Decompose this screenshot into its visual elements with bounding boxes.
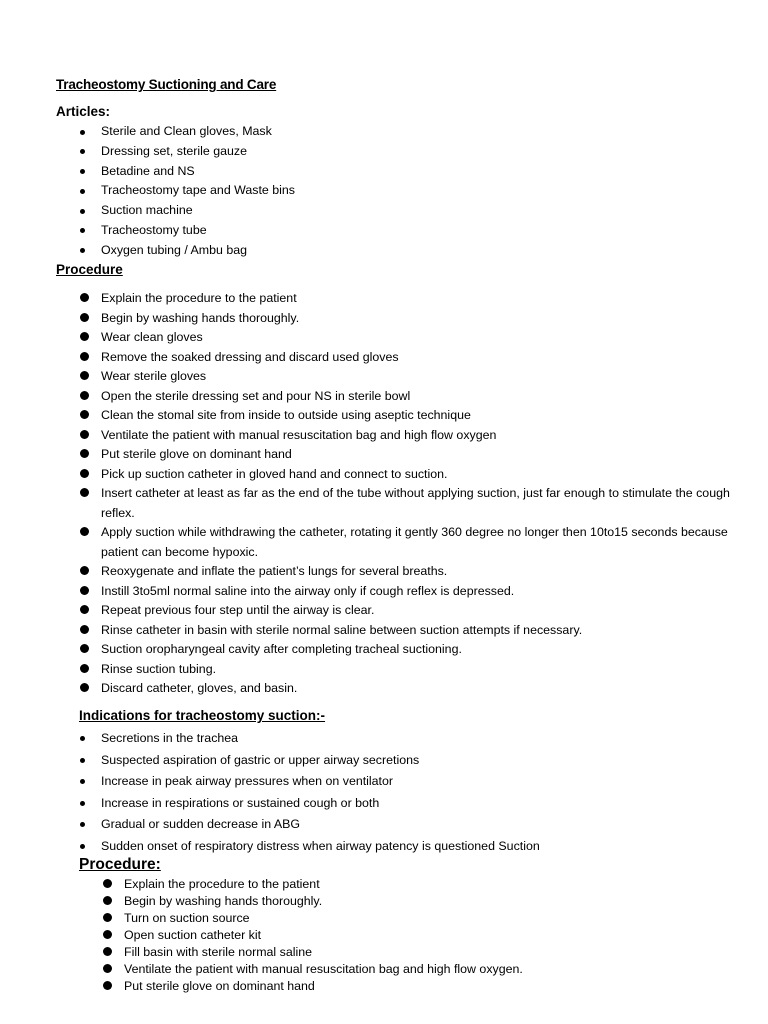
article-item (101, 181, 295, 201)
indication-item-text: Suspected aspiration of gastric or upper airway secretions (101, 752, 420, 767)
procedure-step (101, 679, 741, 699)
procedure2-heading: Procedure: (79, 856, 161, 873)
procedure-step-text: Discard catheter, gloves, and basin. (101, 681, 298, 695)
procedure-step (101, 406, 741, 426)
article-item (101, 241, 295, 261)
procedure-step (101, 640, 741, 660)
procedure-step-text: Reoxygenate and inflate the patient’s lungs for several breaths. (101, 564, 448, 578)
article-item-text: Sterile and Clean gloves, Mask (101, 124, 272, 138)
procedure-step (101, 621, 741, 641)
procedure-step (101, 523, 741, 562)
bullet-icon (80, 149, 85, 154)
procedure-step-text: Open the sterile dressing set and pour NS in sterile bowl (101, 388, 411, 403)
indication-item (101, 771, 540, 793)
procedure2-step (124, 910, 523, 927)
indication-item (101, 836, 540, 858)
article-item (101, 221, 295, 241)
procedure2-step (124, 961, 523, 978)
bullet-icon (80, 664, 89, 673)
bullet-icon (80, 189, 85, 194)
procedure2-step (124, 944, 523, 961)
procedure-step-text: Clean the stomal site from inside to outside using aseptic technique (101, 408, 471, 422)
procedure-step (101, 465, 741, 485)
indication-item-text: Secretions in the trachea (101, 731, 239, 745)
procedure-step-text: Insert catheter at least as far as the end of the tube without applying suction, just far enough to stimulate the cough reflex. (101, 486, 730, 520)
bullet-icon (80, 683, 89, 692)
indications-heading: Indications for tracheostomy suction:- (79, 708, 326, 723)
procedure-step-text: Suction oropharyngeal cavity after completing tracheal suctioning. (101, 642, 462, 656)
bullet-icon (80, 779, 85, 784)
procedure-step (101, 601, 741, 621)
article-item-text: Oxygen tubing / Ambu bag (101, 242, 248, 257)
procedure2-step-text: Put sterile glove on dominant hand (124, 979, 315, 993)
bullet-icon (80, 332, 89, 341)
bullet-icon (80, 644, 89, 653)
bullet-icon (80, 625, 89, 634)
indication-item (101, 750, 540, 772)
indication-item-text: Sudden onset of respiratory distress when airway patency is questioned Suction (101, 838, 540, 853)
procedure-steps-list (101, 289, 741, 699)
bullet-icon (103, 879, 112, 888)
procedure-step-text: Explain the procedure to the patient (101, 291, 297, 305)
bullet-icon (103, 947, 112, 956)
bullet-icon (80, 469, 89, 478)
procedure-step-text: Begin by washing hands thoroughly. (101, 310, 300, 325)
article-item-text: Betadine and NS (101, 163, 195, 178)
procedure-step (101, 387, 741, 407)
indication-item (101, 814, 540, 836)
procedure-step-text: Ventilate the patient with manual resuscitation bag and high flow oxygen (101, 427, 497, 442)
bullet-icon (80, 313, 89, 322)
bullet-icon (80, 488, 89, 497)
procedure-step (101, 367, 741, 387)
article-item (101, 201, 295, 221)
procedure-step-text: Remove the soaked dressing and discard used gloves (101, 349, 399, 364)
articles-list (101, 122, 295, 261)
procedure-step (101, 445, 741, 465)
procedure2-step-text: Fill basin with sterile normal saline (124, 945, 312, 959)
bullet-icon (80, 169, 85, 174)
article-item-text: Suction machine (101, 203, 193, 218)
article-item-text: Dressing set, sterile gauze (101, 143, 248, 158)
bullet-icon (80, 352, 89, 361)
procedure2-step-text: Open suction catheter kit (124, 928, 262, 942)
bullet-icon (103, 930, 112, 939)
bullet-icon (80, 130, 85, 135)
bullet-icon (103, 896, 112, 905)
indication-item-text: Increase in peak airway pressures when on ventilator (101, 774, 394, 788)
bullet-icon (80, 228, 85, 233)
indication-item-text: Gradual or sudden decrease in ABG (101, 817, 301, 831)
bullet-icon (103, 913, 112, 922)
bullet-icon (80, 844, 85, 849)
indications-list (101, 728, 540, 857)
bullet-icon (103, 964, 112, 973)
procedure-step-text: Apply suction while withdrawing the catheter, rotating it gently 360 degree no longer then 10to15 seconds because patient can become hypoxic. (101, 525, 728, 559)
procedure2-step (124, 876, 523, 893)
bullet-icon (80, 449, 89, 458)
procedure-step-text: Pick up suction catheter in gloved hand and connect to suction. (101, 466, 448, 481)
procedure-step-text: Rinse catheter in basin with sterile normal saline between suction attempts if necessary. (101, 622, 583, 637)
procedure2-step-text: Begin by washing hands thoroughly. (124, 894, 323, 908)
article-item-text: Tracheostomy tube (101, 222, 207, 237)
procedure-step (101, 328, 741, 348)
procedure-step-text: Repeat previous four step until the airway is clear. (101, 603, 375, 617)
procedure-step-text: Put sterile glove on dominant hand (101, 447, 292, 461)
bullet-icon (103, 981, 112, 990)
bullet-icon (80, 586, 89, 595)
procedure-step (101, 660, 741, 680)
bullet-icon (80, 736, 85, 741)
article-item (101, 122, 295, 142)
indication-item-text: Increase in respirations or sustained cough or both (101, 795, 380, 810)
indication-item (101, 728, 540, 750)
bullet-icon (80, 566, 89, 575)
bullet-icon (80, 801, 85, 806)
bullet-icon (80, 371, 89, 380)
bullet-icon (80, 209, 85, 214)
procedure2-steps-list (124, 876, 523, 995)
document-title: Tracheostomy Suctioning and Care (56, 77, 277, 92)
bullet-icon (80, 822, 85, 827)
procedure2-step (124, 893, 523, 910)
procedure2-step-text: Explain the procedure to the patient (124, 877, 320, 891)
procedure-step-text: Rinse suction tubing. (101, 661, 217, 676)
procedure-step (101, 348, 741, 368)
procedure2-step (124, 927, 523, 944)
article-item (101, 162, 295, 182)
procedure-step-text: Instill 3to5ml normal saline into the airway only if cough reflex is depressed. (101, 583, 515, 598)
procedure2-step (124, 978, 523, 995)
bullet-icon (80, 410, 89, 419)
article-item-text: Tracheostomy tape and Waste bins (101, 183, 295, 198)
procedure-step (101, 562, 741, 582)
bullet-icon (80, 605, 89, 614)
procedure-step (101, 309, 741, 329)
procedure-step-text: Wear sterile gloves (101, 369, 207, 383)
bullet-icon (80, 527, 89, 536)
indication-item (101, 793, 540, 815)
procedure-heading: Procedure (56, 262, 123, 277)
procedure2-step-text: Turn on suction source (124, 911, 250, 925)
bullet-icon (80, 391, 89, 400)
procedure-step (101, 582, 741, 602)
procedure-step (101, 484, 741, 523)
procedure-step (101, 289, 741, 309)
article-item (101, 142, 295, 162)
procedure2-step-text: Ventilate the patient with manual resuscitation bag and high flow oxygen. (124, 962, 523, 976)
bullet-icon (80, 248, 85, 253)
bullet-icon (80, 293, 89, 302)
bullet-icon (80, 758, 85, 763)
bullet-icon (80, 430, 89, 439)
procedure-step (101, 426, 741, 446)
articles-heading: Articles: (56, 104, 111, 119)
procedure-step-text: Wear clean gloves (101, 330, 203, 344)
